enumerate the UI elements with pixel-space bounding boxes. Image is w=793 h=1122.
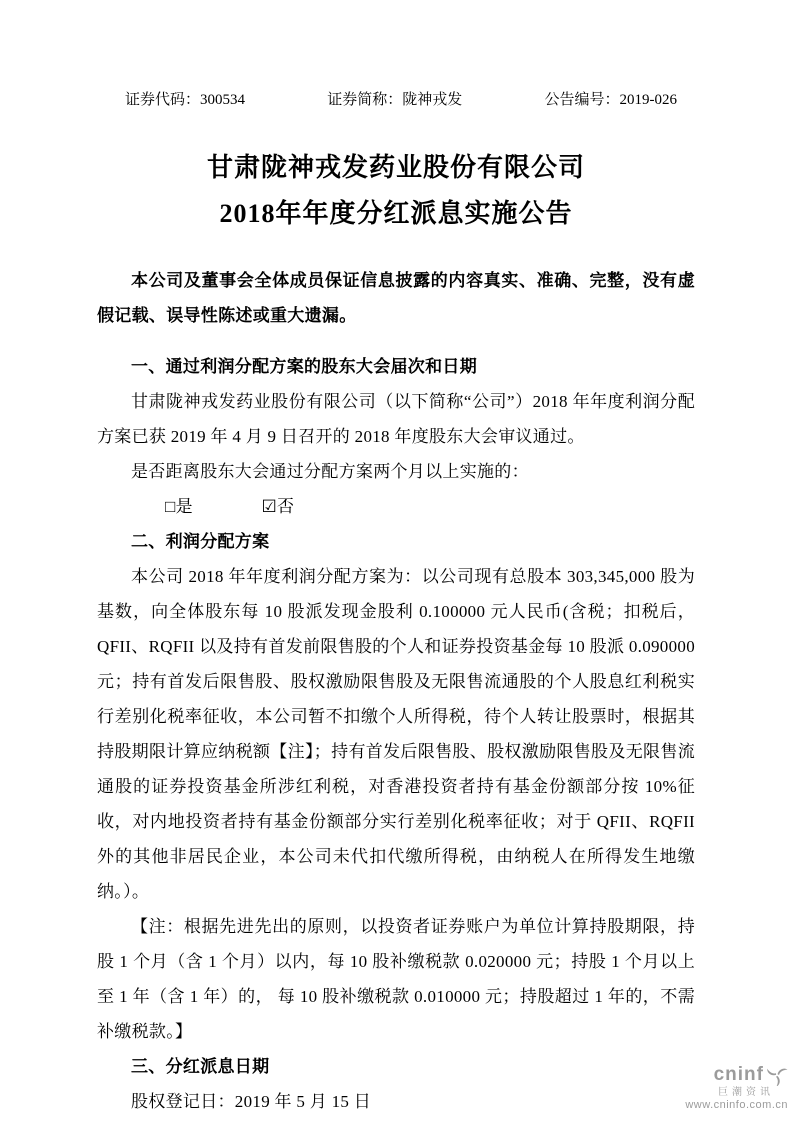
company-name-title: 甘肃陇神戎发药业股份有限公司 [206,153,585,182]
section1-paragraph: 甘肃陇神戎发药业股份有限公司（以下简称“公司”）2018 年年度利润分配方案已获 2019 年 4 月 9 日召开的 2018 年度股东大会审议通过。 [97,392,695,446]
cninfo-watermark [685,1064,788,1112]
record-date-line: 股权登记日：2019 年 5 月 15 日 [131,1092,372,1111]
cninfo-swirl-icon [766,1064,788,1086]
section2-note-paragraph: 【注：根据先进先出的原则，以投资者证券账户为单位计算持股期限，持股 1 个月（含 1 个月）以内，每 10 股补缴税款 0.020000 元；持股 1 个月以上至 1 年（含 1 年）的， 每 10 股补缴税款 0.010000 元；持股超过 1 年的，不需补缴税款。】 [97,917,695,1041]
cninfo-brand-text: cninf [713,1063,764,1085]
stock-code: 证券代码：300534 [125,92,246,108]
checkbox-row [97,489,695,524]
announcement-subject-title: 2018年年度分红派息实施公告 [219,199,573,228]
section2-paragraph: 本公司 2018 年年度利润分配方案为：以公司现有总股本 303,345,000 股为基数，向全体股东每 10 股派发现金股利 0.100000 元人民币(含税；扣税后，QFII、RQFII 以及持有首发前限售股的个人和证券投资基金每 10 股派 0.090000 元；持有首发后限售股、股权激励限售股及无限售流通股的个人股息红利税实行差别化税率征收，本公司暂不扣缴个人所得税，待个人转让股票时，根据其持股期限计算应纳税额【注】；持有首发后限售股、股权激励限售股及无限售流通股的证券投资基金所涉红利税，对香港投资者持有基金份额部分按 10%征收，对内地投资者持有基金份额部分实行差别化税率征收；对于 QFII、RQFII 外的其他非居民企业，本公司未代扣代缴所得税，由纳税人在所得发生地缴纳。）。 [97,567,695,901]
document-title [97,145,695,237]
checkbox-no-checked: ☑否 [261,497,295,516]
cninfo-chinese-name: 巨潮资讯 [718,1086,774,1098]
cninfo-brand-row [685,1064,788,1086]
document-body [97,0,695,1119]
disclaimer-paragraph: 本公司及董事会全体成员保证信息披露的内容真实、准确、完整，没有虚假记载、误导性陈述或重大遗漏。 [97,271,695,325]
section1-question: 是否距离股东大会通过分配方案两个月以上实施的： [131,462,529,481]
announcement-number: 公告编号：2019-026 [544,92,677,108]
section1-heading: 一、通过利润分配方案的股东大会届次和日期 [131,357,477,376]
stock-short-name: 证券简称：陇神戎发 [327,92,463,108]
section3-heading: 三、分红派息日期 [131,1057,270,1076]
cninfo-url: www.cninfo.com.cn [685,1099,788,1112]
checkbox-yes: □是 [165,497,193,516]
section2-heading: 二、利润分配方案 [131,532,270,551]
securities-meta-row [97,88,695,109]
